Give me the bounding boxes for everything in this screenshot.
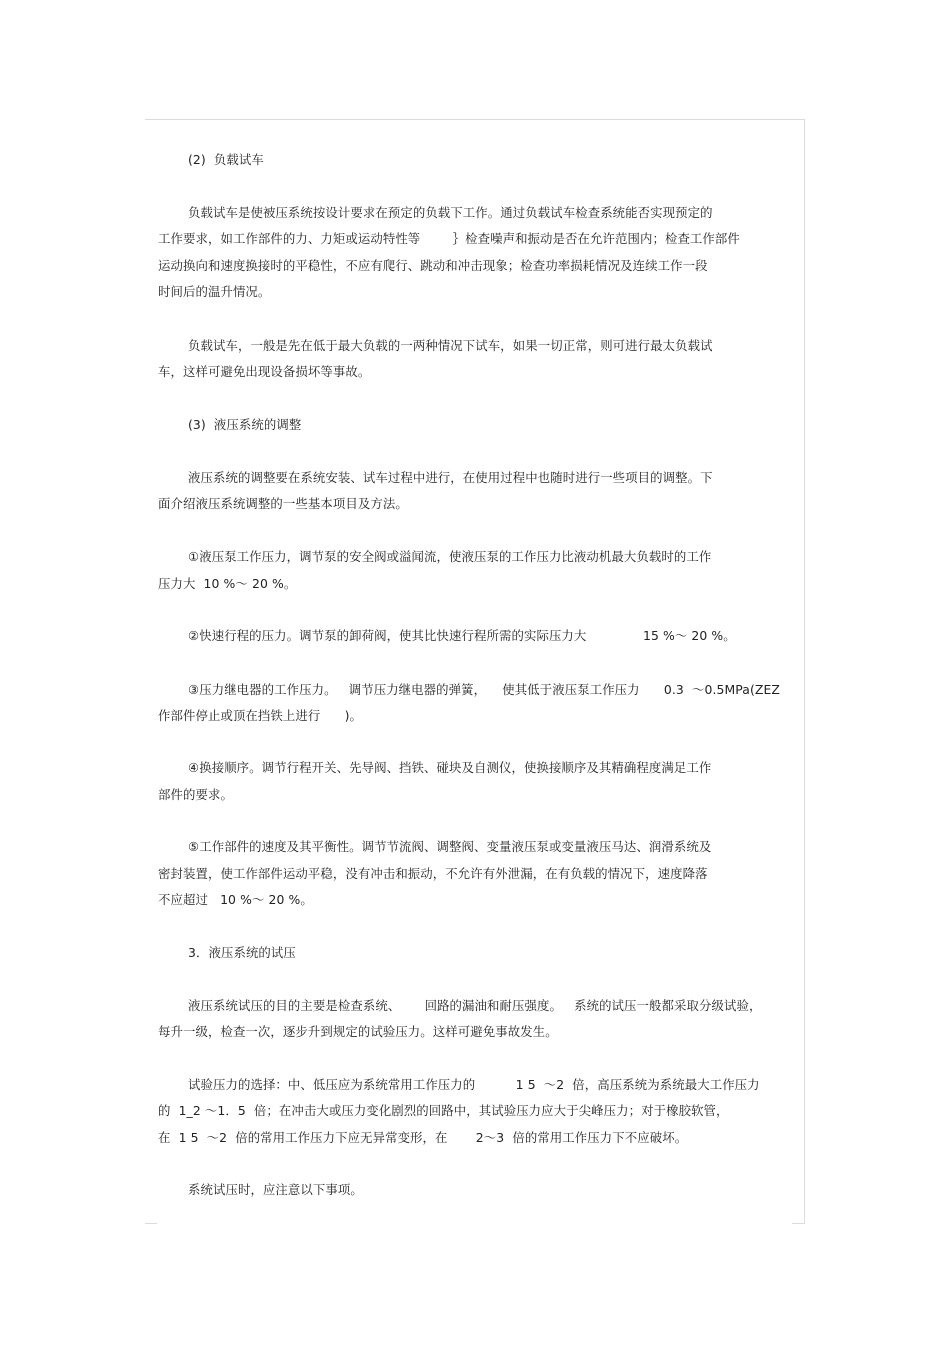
paragraph-line: 的 1_2 ～1．5 倍；在冲击大或压力变化剧烈的回路中，其试验压力应大于尖峰压力；对于橡胶软管， xyxy=(158,1103,729,1118)
page-border-top xyxy=(145,119,805,120)
list-item-5: ⑤工作部件的速度及其平衡性。调节节流阀、调整阀、变量液压泵或变量液压马达、润滑系统及 xyxy=(188,839,712,854)
section-heading-pressure-test: 3．液压系统的试压 xyxy=(188,945,296,960)
list-item-2: ②快速行程的压力。调节泵的卸荷阀，使其比快速行程所需的实际压力大 15 %～ 20 %。 xyxy=(188,628,736,643)
paragraph-line: 部件的要求。 xyxy=(158,787,233,802)
paragraph-line: 负载试车，一般是先在低于最大负载的一两种情况下试车，如果一切正常，则可进行最太负载试 xyxy=(188,338,713,353)
paragraph-line: 试验压力的选择：中、低压应为系统常用工作压力的 1 5 ～2 倍，高压系统为系统最大工作压力 xyxy=(188,1077,760,1092)
page-corner-mark-right xyxy=(792,1223,804,1224)
section-heading-load-test: (2) 负载试车 xyxy=(188,152,264,167)
paragraph-line: 作部件停止或顶在挡铁上进行 )。 xyxy=(158,708,363,723)
paragraph-line: 系统试压时，应注意以下事项。 xyxy=(188,1182,363,1197)
list-item-1: ①液压泵工作压力，调节泵的安全阀或溢闻流，使液压泵的工作压力比液动机最大负载时的工作 xyxy=(188,549,712,564)
list-item-3: ③压力继电器的工作压力。 调节压力继电器的弹簧， 使其低于液压泵工作压力 0.3 ～0.5MPa(ZEZ xyxy=(188,682,781,697)
paragraph-line: 每升一级，检查一次，逐步升到规定的试验压力。这样可避免事故发生。 xyxy=(158,1024,558,1039)
paragraph-line: 时间后的温升情况。 xyxy=(158,284,271,299)
list-item-4: ④换接顺序。调节行程开关、先导阀、挡铁、碰块及自测仪，使换接顺序及其精确程度满足工作 xyxy=(188,760,712,775)
section-heading-adjustment: (3) 液压系统的调整 xyxy=(188,417,302,432)
paragraph-line: 压力大 10 %～ 20 %。 xyxy=(158,576,297,591)
paragraph-line: 工作要求，如工作部件的力、力矩或运动特性等 ｝检查噪声和振动是否在允许范围内；检查工作部件 xyxy=(158,231,740,246)
paragraph-line: 在 1 5 ～2 倍的常用工作压力下应无异常变形，在 2～3 倍的常用工作压力下不应破坏。 xyxy=(158,1130,688,1145)
paragraph-line: 面介绍液压系统调整的一些基本项目及方法。 xyxy=(158,496,408,511)
paragraph-line: 不应超过 10 %～ 20 %。 xyxy=(158,892,313,907)
paragraph-line: 密封装置，使工作部件运动平稳，没有冲击和振动，不允许有外泄漏，在有负载的情况下，速度降落 xyxy=(158,866,708,881)
paragraph-line: 车，这样可避免出现设备损坏等事故。 xyxy=(158,364,371,379)
paragraph-line: 运动换向和速度换接时的平稳性，不应有爬行、跳动和冲击现象；检查功率损耗情况及连续工作一段 xyxy=(158,258,708,273)
page-corner-mark-left xyxy=(145,1223,157,1224)
paragraph-line: 液压系统试压的目的主要是检查系统、 回路的漏油和耐压强度。 系统的试压一般都采取分级试验， xyxy=(188,998,762,1013)
paragraph-line: 液压系统的调整要在系统安装、试车过程中进行，在使用过程中也随时进行一些项目的调整。下 xyxy=(188,470,713,485)
page-border-right xyxy=(804,119,805,1224)
paragraph-line: 负载试车是使被压系统按设计要求在预定的负载下工作。通过负载试车检查系统能否实现预定的 xyxy=(188,205,713,220)
